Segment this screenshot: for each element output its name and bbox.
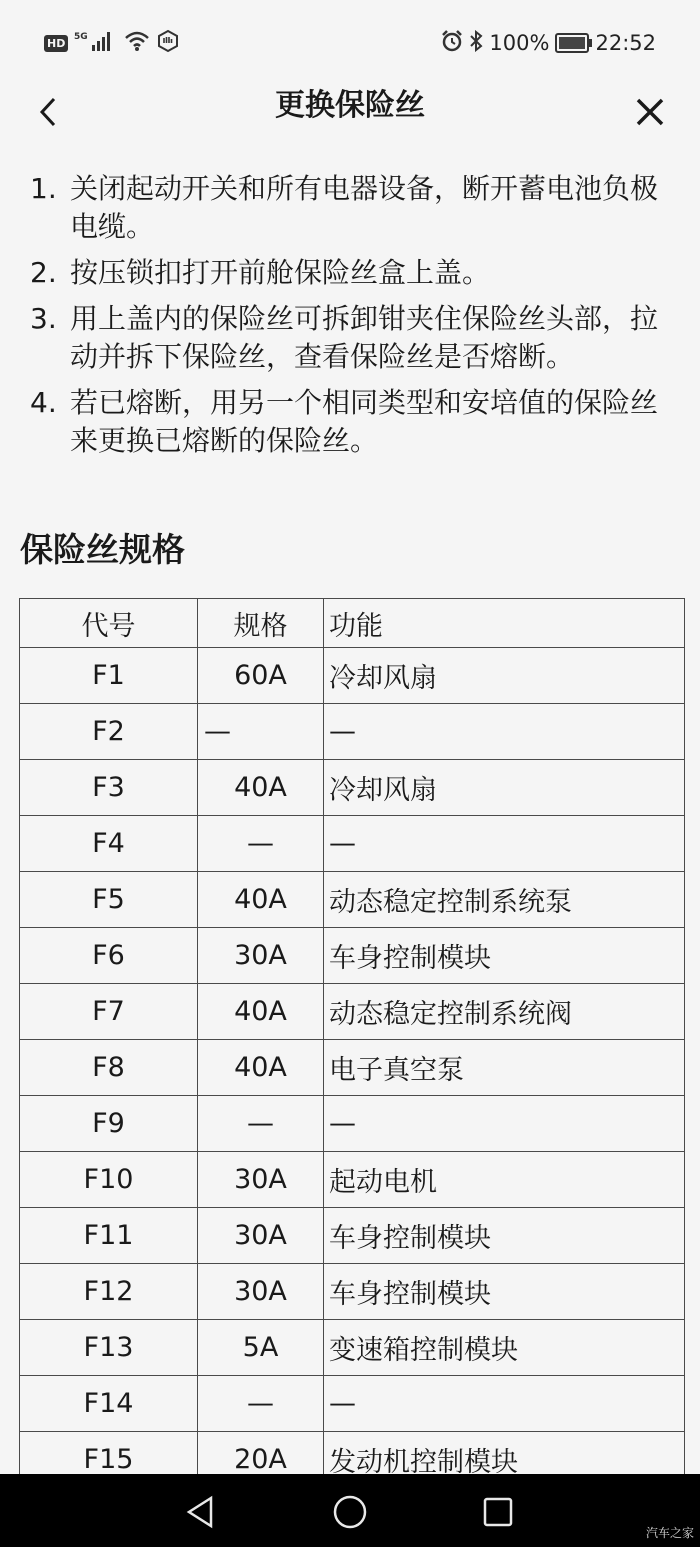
- table-row: [20, 816, 685, 872]
- square-recent-icon: [482, 1496, 514, 1528]
- cell-code: F1: [20, 648, 198, 704]
- status-bar: [0, 0, 700, 84]
- step-text: 按压锁扣打开前舱保险丝盒上盖。: [70, 256, 491, 289]
- table-row: [20, 760, 685, 816]
- cell-code: F10: [20, 1152, 198, 1208]
- cell-code: F7: [20, 984, 198, 1040]
- navigation-bar: [0, 1474, 700, 1547]
- fuse-spec-table: [19, 598, 685, 1474]
- column-header-function: 功能: [324, 599, 685, 648]
- wifi-icon: [124, 30, 150, 56]
- cell-spec: —: [198, 1096, 324, 1152]
- cell-function: 动态稳定控制系统泵: [324, 872, 685, 928]
- page-title: 更换保险丝: [275, 88, 425, 123]
- title-bar: [0, 84, 700, 146]
- cell-code: F9: [20, 1096, 198, 1152]
- column-header-spec: 规格: [198, 599, 324, 648]
- notification-icon: [156, 29, 180, 57]
- cell-spec: 60A: [198, 648, 324, 704]
- cell-spec: 40A: [198, 872, 324, 928]
- table-row: [20, 928, 685, 984]
- table-row: [20, 1208, 685, 1264]
- list-item: [30, 254, 670, 292]
- cell-code: F5: [20, 872, 198, 928]
- alarm-icon: [441, 30, 463, 57]
- steps-list: [30, 170, 670, 468]
- cell-function: 起动电机: [324, 1152, 685, 1208]
- cell-spec: 40A: [198, 984, 324, 1040]
- step-text: 用上盖内的保险丝可拆卸钳夹住保险丝头部，拉动并拆下保险丝，查看保险丝是否熔断。: [70, 302, 659, 373]
- status-right: [441, 28, 656, 58]
- section-title: 保险丝规格: [20, 530, 185, 569]
- svg-text:5G: 5G: [74, 32, 88, 42]
- watermark: 汽车之家: [645, 1526, 694, 1540]
- step-text: 若已熔断，用另一个相同类型和安培值的保险丝来更换已熔断的保险丝。: [70, 386, 659, 457]
- triangle-back-icon: [184, 1495, 216, 1529]
- cell-spec: 30A: [198, 1208, 324, 1264]
- table-row: [20, 1040, 685, 1096]
- cell-function: —: [324, 1376, 685, 1432]
- nav-back-button[interactable]: [180, 1492, 220, 1532]
- step-number: 2.: [30, 256, 57, 289]
- cell-spec: 30A: [198, 1264, 324, 1320]
- cell-function: 车身控制模块: [324, 1264, 685, 1320]
- clock: 22:52: [595, 31, 656, 55]
- table-row: [20, 1152, 685, 1208]
- cell-function: 变速箱控制模块: [324, 1320, 685, 1376]
- cell-function: 冷却风扇: [324, 760, 685, 816]
- cell-code: F2: [20, 704, 198, 760]
- bluetooth-icon: [469, 30, 483, 57]
- battery-level: [559, 37, 585, 49]
- cell-code: F6: [20, 928, 198, 984]
- list-item: [30, 170, 670, 246]
- cell-spec: —: [198, 816, 324, 872]
- cell-spec: 30A: [198, 928, 324, 984]
- hd-icon: HD: [44, 35, 68, 52]
- cell-code: F8: [20, 1040, 198, 1096]
- chevron-left-icon: [37, 96, 59, 128]
- table-row: [20, 1264, 685, 1320]
- nav-recent-button[interactable]: [478, 1492, 518, 1532]
- table-row: [20, 1320, 685, 1376]
- cell-spec: 5A: [198, 1320, 324, 1376]
- close-button[interactable]: [630, 92, 670, 132]
- table-row: [20, 1376, 685, 1432]
- table-row: [20, 648, 685, 704]
- cell-spec: —: [198, 1376, 324, 1432]
- cell-function: —: [324, 704, 685, 760]
- cell-spec: 30A: [198, 1152, 324, 1208]
- step-number: 4.: [30, 386, 57, 419]
- cell-function: 车身控制模块: [324, 1208, 685, 1264]
- circle-home-icon: [332, 1494, 368, 1530]
- status-left: [44, 30, 180, 56]
- table-row: [20, 1432, 685, 1475]
- cell-code: F3: [20, 760, 198, 816]
- cell-function: 动态稳定控制系统阀: [324, 984, 685, 1040]
- cell-code: F14: [20, 1376, 198, 1432]
- table-row: [20, 704, 685, 760]
- content-area[interactable]: [0, 148, 700, 1474]
- cell-code: F13: [20, 1320, 198, 1376]
- cell-function: —: [324, 816, 685, 872]
- cell-function: 发动机控制模块: [324, 1432, 685, 1475]
- back-button[interactable]: [28, 90, 68, 134]
- column-header-code: 代号: [20, 599, 198, 648]
- cell-function: —: [324, 1096, 685, 1152]
- list-item: [30, 384, 670, 460]
- cell-spec: 40A: [198, 1040, 324, 1096]
- table-header-row: [20, 599, 685, 648]
- battery-percent: 100%: [489, 31, 550, 55]
- table-row: [20, 872, 685, 928]
- table-row: [20, 984, 685, 1040]
- battery-icon: [555, 33, 589, 53]
- cell-function: 电子真空泵: [324, 1040, 685, 1096]
- cell-function: 车身控制模块: [324, 928, 685, 984]
- cell-code: F11: [20, 1208, 198, 1264]
- step-number: 1.: [30, 172, 57, 205]
- cell-spec: 20A: [198, 1432, 324, 1475]
- list-item: [30, 300, 670, 376]
- step-text: 关闭起动开关和所有电器设备，断开蓄电池负极电缆。: [70, 172, 659, 243]
- table-row: [20, 1096, 685, 1152]
- nav-home-button[interactable]: [330, 1492, 370, 1532]
- cell-spec: —: [198, 704, 324, 760]
- cell-code: F12: [20, 1264, 198, 1320]
- close-icon: [635, 97, 665, 127]
- cell-code: F4: [20, 816, 198, 872]
- cell-function: 冷却风扇: [324, 648, 685, 704]
- cell-spec: 40A: [198, 760, 324, 816]
- cell-code: F15: [20, 1432, 198, 1475]
- step-number: 3.: [30, 302, 57, 335]
- signal-icon: [74, 30, 118, 56]
